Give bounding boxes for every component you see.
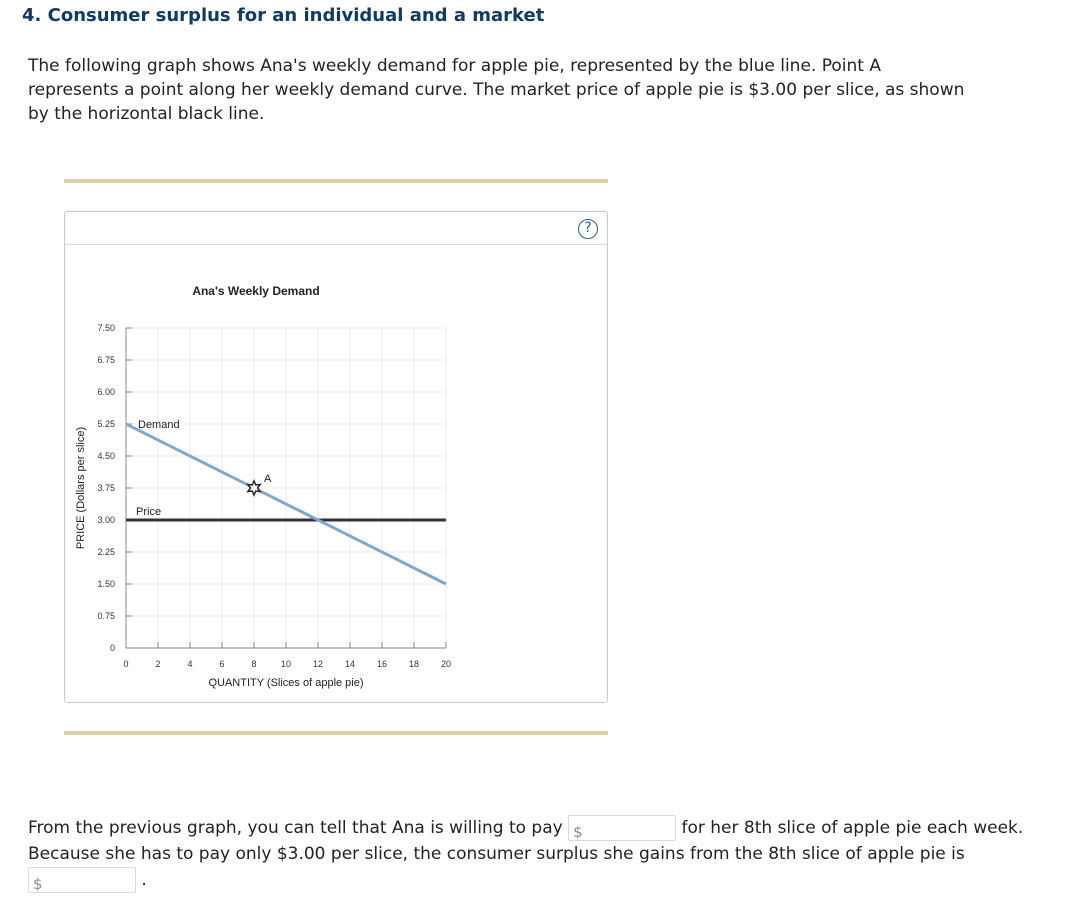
help-icon[interactable]: ? — [578, 219, 598, 239]
graph-panel — [64, 211, 608, 703]
currency-symbol: $ — [33, 875, 43, 893]
y-tick-label: 2.25 — [97, 547, 115, 557]
question-part-1: From the previous graph, you can tell that Ana is willing to pay — [28, 818, 563, 838]
x-tick-label: 18 — [408, 659, 420, 669]
y-tick-label: 3.00 — [97, 515, 115, 525]
x-tick-label: 4 — [187, 659, 193, 669]
y-tick-label: 4.50 — [97, 451, 115, 461]
demand-chart — [65, 212, 607, 702]
demand-line-label: Demand — [138, 419, 180, 431]
y-tick-label: 7.50 — [97, 323, 115, 333]
y-tick-label: 0 — [109, 643, 115, 653]
x-axis-label: QUANTITY (Slices of apple pie) — [208, 677, 364, 689]
y-axis-label: PRICE (Dollars per slice) — [75, 426, 87, 550]
chart-title: Ana's Weekly Demand — [192, 284, 320, 298]
point-a-marker — [248, 481, 260, 495]
top-divider — [64, 179, 608, 183]
willing-to-pay-input[interactable] — [585, 818, 675, 840]
x-tick-label: 8 — [251, 659, 257, 669]
x-tick-label: 0 — [123, 659, 129, 669]
page-title: 4. Consumer surplus for an individual and a market — [22, 5, 545, 26]
intro-paragraph: The following graph shows Ana's weekly demand for apple pie, represented by the blue line. Point A represents a point along her weekly demand curve. The market price of apple pie is $3.00 per slice, as shown by the horizontal black line. — [28, 56, 965, 124]
x-tick-label: 2 — [155, 659, 161, 669]
y-tick-label: 6.75 — [97, 355, 115, 365]
consumer-surplus-input[interactable] — [45, 870, 135, 892]
x-tick-label: 6 — [219, 659, 225, 669]
x-tick-label: 10 — [280, 659, 292, 669]
question-part-3: . — [141, 870, 147, 890]
y-tick-label: 0.75 — [97, 611, 115, 621]
willing-to-pay-answer[interactable] — [568, 815, 676, 841]
question-text — [28, 815, 1028, 893]
y-tick-label: 6.00 — [97, 387, 115, 397]
bottom-divider — [64, 731, 608, 735]
x-tick-label: 20 — [440, 659, 452, 669]
consumer-surplus-answer[interactable] — [28, 867, 136, 893]
x-tick-label: 14 — [344, 659, 356, 669]
y-tick-label: 1.50 — [97, 579, 115, 589]
x-tick-label: 12 — [312, 659, 324, 669]
price-line-label: Price — [136, 506, 162, 518]
x-tick-label: 16 — [376, 659, 388, 669]
point-a-label: A — [264, 473, 272, 485]
y-tick-label: 5.25 — [97, 419, 115, 429]
currency-symbol: $ — [573, 823, 583, 841]
question-part-2: for her 8th slice of apple pie each week. Because she has to pay only $3.00 per slice, the consumer surplus she gains from the 8th slice of apple pie is — [28, 818, 1024, 864]
y-tick-label: 3.75 — [97, 483, 115, 493]
